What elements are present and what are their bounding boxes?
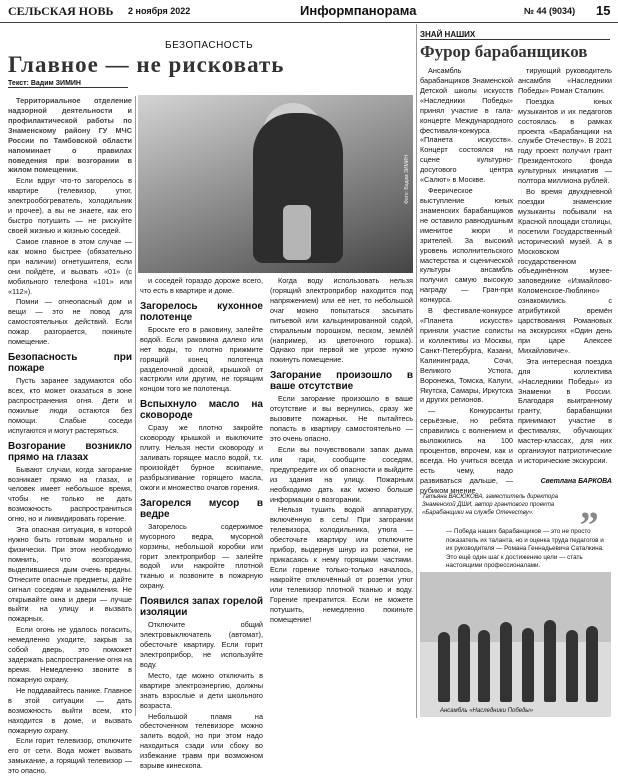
subheading: Загорание произошло в ваше отсутствие [270,370,413,393]
right-article-tag: ЗНАЙ НАШИХ [420,30,610,40]
section-divider [416,24,417,718]
paragraph: Помни — огнеопасный дом и вещи — это не повод для самостоятельных действий. Если пожар разгорается, покиньте помещение. [8,297,132,347]
paragraph: Если загорание произошло в ваше отсутствие и вы вернулись, сразу же вызовите пожарных. Не пытайтесь попасть в квартиру самостоятельно — это очень опасно. [270,394,413,443]
paragraph: Загорелось содержимое мусорного ведра, мусорной корзины, небольшой коробки или горит электроприбор — залейте водой или накройте плотной тканью и позвоните в пожарную охрану. [140,521,263,591]
article-kicker: БЕЗОПАСНОСТЬ [165,40,254,51]
paragraph: Сразу же плотно закройте сковороду крышкой и выключите плиту. Нельзя нести сковороду и заливать горящее масло водой, т.к. произойдёт бурное вскипание, разбрызгивание горящего масла, ожоги и множество очагов горения. [140,423,263,492]
section-title: Информпанорама [300,3,417,18]
photo-caption: Ансамбль «Наследники Победы» [440,708,534,714]
subheading: Загорелось кухонное полотенце [140,300,263,323]
performer-figure [586,626,598,702]
paragraph: Самое главное в этом случае — как можно быстрее (обязательно при наличии) огнетушителя, если они пойдёте, и вызвать «01» (с мобильного телефона «101» или «112»). [8,236,132,296]
quote-author: Татьяна ВАСЮКОВА, заместитель директора Знаменской ДШИ, автор грантового проекта «Барабанщики на службе Отечеству»: [422,494,559,516]
quote-block [420,485,611,570]
ensemble-photo [420,572,611,717]
newspaper-name: СЕЛЬСКАЯ НОВЬ [8,4,114,18]
page-number: 15 [596,3,611,18]
paragraph: Эта интересная поездка для коллектива «Наследники Победы» из Знаменки в России. Благодаря выигранному гранту, барабанщики принимают участие в фестивалях, обучающих мастер-классах, для них организуют патриотические и исторические экскурсии. [518,356,612,465]
performer-figure [522,628,534,702]
article-column-2 [140,276,263,771]
article-column-1 [8,96,132,776]
paragraph: Пусть заранее задумаются обо всех, кто может оказаться в зоне распространения огня. Дети и пожилые люди остаются без помощи. Слабые соседи испугаются и могут растеряться. [8,376,132,435]
article-byline: Текст: Вадим ЗИМИН [8,80,128,88]
paragraph: Ансамбль барабанщиков Знаменской Детской школы искусств «Наследники Победы» принял участие в гала-концерте Международного фестиваля-конкурса «Планета искусств». Концерт состоялся на сцене культурно-досугового центра «Салют» в Москве. [420,66,513,185]
performer-figure [566,630,578,702]
firefighter-photo [138,95,413,273]
paragraph: Небольшой пламя на обесточенном телевизоре можно залить водой, но при этом надо находиться сзади или сбоку во избежание травм при возможном взрыве кинескопа. [140,711,263,771]
paragraph: Если вдруг что-то загорелось в квартире (телевизор, утюг, электрообогреватель, холодильник и прочее), а вы не знаете, как его быстро потушить — не рискуйте своей жизнью и жизнью соседей. [8,176,132,235]
paragraph: Бывают случаи, когда загорание возникает прямо на глазах, и человек имеет небольшое время, чтобы не только не дать возможность распространиться огню, но и ликвидировать горение. [8,464,132,524]
paragraph: и соседей гораздо дороже всего, что есть в квартире и доме. [140,276,263,295]
performer-figure [438,632,450,702]
paragraph: Место, где можно отключить в квартире электроэнергию, должны знать взрослые и дети школьного возраста. [140,670,263,710]
photo-background [420,572,611,642]
paragraph: Не поддавайтесь панике. Главное в этой ситуации — дать возможность выйти всем, кто находится в доме, и вызвать пожарную охрану. [8,685,132,735]
performer-figure [544,620,556,702]
quote-marks-icon: „ [580,485,599,527]
paragraph: тирующий руководитель ансамбля «Наследники Победы» Роман Сталкин. [518,66,612,95]
subheading: Появился запах горелой изоляции [140,596,263,619]
paragraph: В фестивале-конкурсе «Планета искусств» приняли участие солисты и коллективы из Москвы, Санкт-Петербурга, Казани, Калининграда, Сочи, Великого Устюга, Воронежа, Томска, Калуги, Якутска, Самары, Иркутска и других регионов. [420,306,513,405]
article-headline: Главное — не рисковать [8,52,285,77]
paragraph: Если вы почувствовали запах дыма или гари, сообщите соседям, предупредите их об опасности и выйдите из здания на улицу. Пожарным необходимо дать как можно больше информации о возгорании. [270,444,413,504]
paragraph: Поездка юных музыкантов и их педагогов состоялась в рамках проекта «Барабанщики на службе Отечеству». В 2021 году проект получил грант Президентского фонда культурных инициатив — полтора миллиона рублей. [518,96,612,186]
paragraph: — Конкурсанты серьёзные, но ребята справились с волнением и выложились на 100 процентов, впрочем, как и всегда. Но учиться всегда есть чему, надо развиваться дальше, — рубиком мнение [420,406,513,495]
performer-figure [500,622,512,702]
paragraph: Если огонь не удалось погасить, немедленно уходите, закрыв за собой дверь, это поможет задержать распространение огня на время. Немедленно звоните в пожарную охрану. [8,625,132,684]
subheading: Возгорание возникло прямо на глазах [8,440,132,463]
issue-date: 2 ноября 2022 [128,6,191,16]
performer-figure [458,624,470,702]
article-author: Светлана БАРКОВА [540,478,612,485]
performer-figure [478,630,490,702]
extinguisher-shape [283,205,311,260]
column-divider [135,96,136,716]
paragraph: Феерическое выступление юных знаменских барабанщиков не оставило равнодушным именитое жюри и зрителей. За высокий уровень исполнительского мастерства и сценической культуры ансамбль получил самую высокую награду — Гран-при конкурса. [420,186,513,305]
article-column-3 [270,276,413,718]
right-article-headline: Фурор барабанщиков [420,42,588,61]
photo-credit: Фото: Вадим ЗИМИН [404,155,410,204]
paragraph: Отключите общий электровыключатель (автомат), обесточьте квартиру. Если горит электроприбор, не используйте воду. [140,620,263,669]
page-header [0,0,618,23]
subheading: Вспыхнуло масло на сковороде [140,399,263,422]
quote-text: — Победа наших барабанщиков — это не просто показатель их таланта, но и оценка труда педагогов и их руководителя — Романа Геннадьевича Саталкина. Это ещё один шаг к достижению цели — стать настоящими профессионалами. [446,528,604,569]
paragraph: Бросьте его в раковину, залейте водой. Если раковина далеко или нет воды, то плотно прижмите горящий конец полотенца разделочной доской, крышкой от кастрюли или другим, не горящим концом того же полотенца. [140,324,263,394]
right-column-2 [518,66,612,476]
paragraph: Во время двухдневной поездки знаменские музыканты побывали на Красной площади столицы, посетили Государственный исторический музей. А в Московском государственном объединённом музее-заповеднике «Измайлово-Коломенское-Люблино» ознакомились с атрибутикой времён царствования Романовых на экскурсиях «Один день при царе Алексее Михайловиче». [518,187,612,355]
issue-number: № 44 (9034) [524,6,576,16]
paragraph: Если горит телевизор, отключите его от сети. Вода может вызвать замыкание, а горящий телевизор — это опасно. [8,736,132,776]
article-lead: Территориальное отделение надзорной деятельности и профилактической работы по Знаменскому району ГУ МЧС России по Тамбовской области напоминает о правилах поведения при возгорании в жилом помещении. [8,96,132,175]
paragraph: Эта опасная ситуация, в которой нужно быть готовым морально и физически. При этом необходимо помнить, что возгорания, выделившиеся дым очень вредны. Отнесите опасные предметы, дайте сигнал соседям и задымления. Не открывайте окна и двери — лучше выйти на улицу и вызвать пожарных. [8,525,132,624]
right-column-1 [420,66,513,495]
subheading: Загорелся мусор в ведре [140,497,263,520]
subheading: Безопасность при пожаре [8,352,132,375]
paragraph: Когда воду использовать нельзя (горящий электроприбор находится под напряжением) или её нет, то небольшой очаг можно попытаться засыпать питьевой или кальцинированной содой, стиральным порошком, песком, землёй (например, из цветочного горшка). Однако при первой же угрозе нужно покинуть помещение. [270,276,413,365]
paragraph: Нельзя тушить водой аппаратуру, включённую в сеть! При загорании телевизора, холодильника, утюга — обесточьте квартиру или отключите прибор, выдернув шнур из розетки, не прикасаясь к нему горящими частями. Если горение только-только началось, накройте отключённый от розетки утюг или телевизор плотной тканью и воду. Горение прекратится. Если не можете потушить, немедленно покиньте помещение! [270,505,413,624]
